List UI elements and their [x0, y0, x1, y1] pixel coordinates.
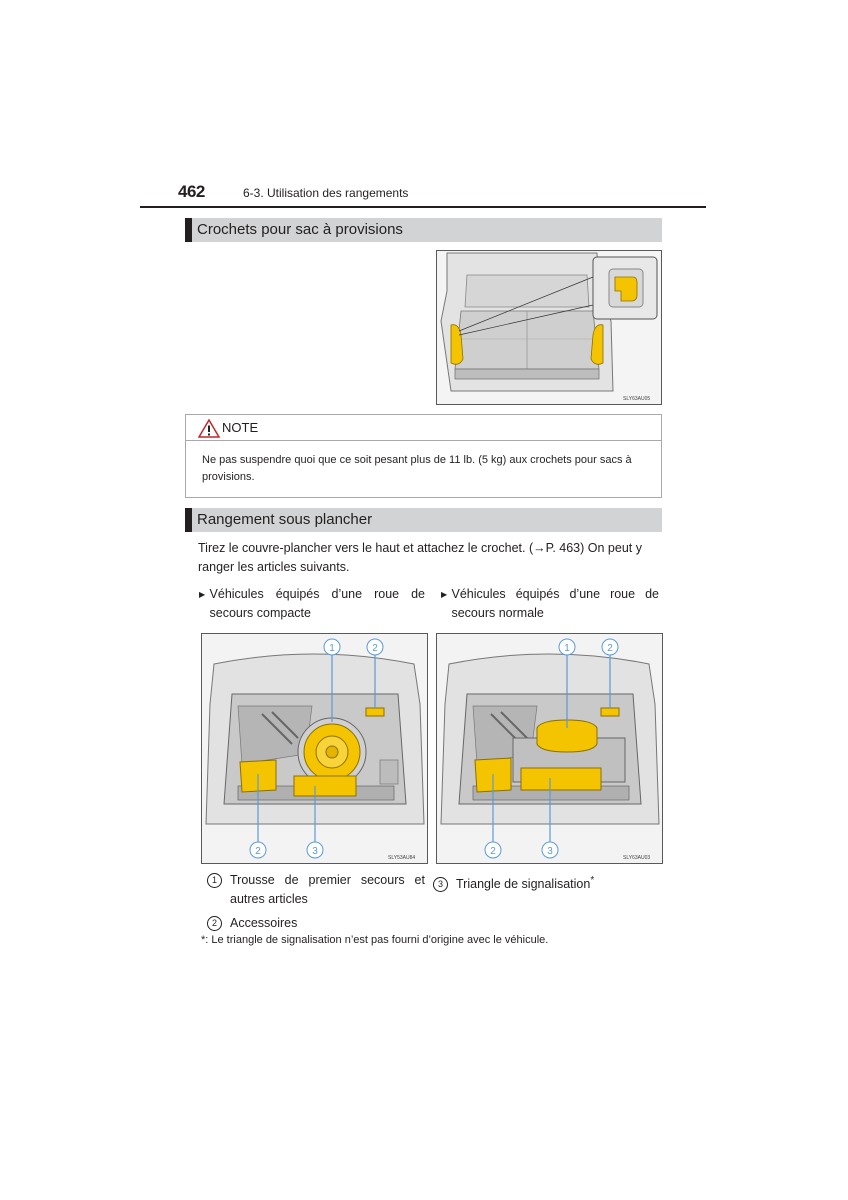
legend-number-3: 3 [433, 877, 448, 892]
note-label: NOTE [222, 420, 259, 435]
callout-2: 2 [255, 846, 261, 857]
section-title-underfloor: Rangement sous plancher [197, 511, 373, 528]
warning-icon [198, 419, 220, 438]
figure-compact-spare [201, 633, 428, 864]
legend-asterisk: * [590, 875, 595, 886]
bullet-arrow-icon: ▶ [199, 590, 206, 599]
legend-item-1 [207, 871, 425, 909]
intro-paragraph: Tirez le couvre-plancher vers le haut et attachez le crochet. (→P. 463) On peut y ranger les articles suivants. [198, 541, 642, 574]
callout-2: 2 [490, 846, 496, 857]
page-number: 462 [178, 182, 205, 201]
header-rule [140, 206, 706, 208]
callout-1: 1 [564, 643, 570, 654]
legend-number-1: 1 [207, 873, 222, 888]
bullet-normal-spare-text: Véhicules équipés d’une roue de secours normale [451, 587, 659, 620]
legend-text-1: Trousse de premier secours et autres articles [230, 873, 425, 906]
footnote: *: Le triangle de signalisation n’est pas fourni d’origine avec le véhicule. [201, 934, 549, 946]
legend-text-3: Triangle de signalisation [456, 877, 591, 892]
bullet-arrow-icon: ▶ [441, 590, 448, 599]
bullet-normal-spare [441, 585, 659, 623]
legend-item-3 [433, 871, 659, 894]
chapter-title: 6-3. Utilisation des rangements [243, 186, 409, 200]
callout-3: 3 [312, 846, 318, 857]
figure-shopping-hooks [436, 250, 662, 405]
figure-code: SLY63AU03 [623, 855, 651, 861]
callout-1: 1 [329, 643, 335, 654]
legend-number-2: 2 [207, 916, 222, 931]
figure-normal-spare [436, 633, 663, 864]
figure-code: SLY63AU05 [623, 396, 651, 402]
bullet-compact-spare [199, 585, 425, 623]
figure-code: SLY53AU84 [388, 855, 416, 861]
callout-2: 2 [372, 643, 378, 654]
legend-text-2: Accessoires [230, 916, 298, 930]
section-title-shopping-hooks: Crochets pour sac à provisions [197, 221, 403, 238]
note-text: Ne pas suspendre quoi que ce soit pesant plus de 11 lb. (5 kg) aux crochets pour sacs à provisions. [202, 454, 632, 483]
callout-3: 3 [547, 846, 553, 857]
callout-2: 2 [607, 643, 613, 654]
bullet-compact-spare-text: Véhicules équipés d’une roue de secours compacte [209, 587, 425, 620]
legend-item-2 [207, 914, 297, 933]
